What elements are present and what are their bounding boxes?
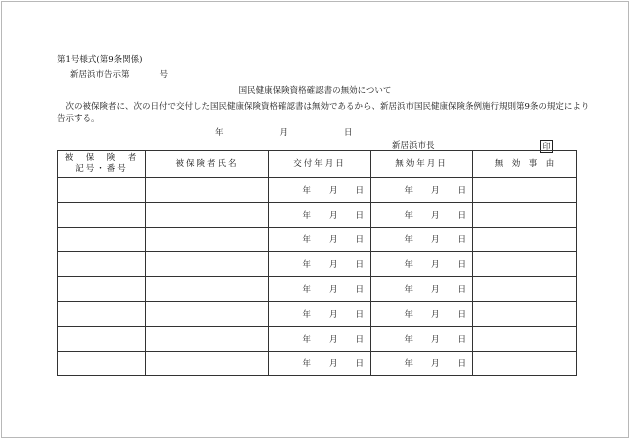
issue-date-month: 月 bbox=[328, 309, 338, 320]
issue-date-day: 日 bbox=[355, 359, 364, 370]
issue-date-day: 日 bbox=[355, 210, 364, 221]
issue-date-month: 月 bbox=[328, 235, 338, 246]
issue-date-year: 年 bbox=[302, 359, 311, 370]
header-issue-date: 交付年月日 bbox=[269, 151, 371, 178]
invalid-date-month: 月 bbox=[430, 359, 440, 370]
issue-date-month: 月 bbox=[328, 210, 338, 221]
issue-date-cell[interactable] bbox=[269, 202, 371, 227]
invalid-date-cell[interactable] bbox=[371, 326, 473, 351]
issue-date-day: 日 bbox=[355, 260, 364, 271]
table-row bbox=[58, 351, 577, 376]
issue-date-day: 日 bbox=[355, 285, 364, 296]
table-row bbox=[58, 252, 577, 277]
issue-date-year: 年 bbox=[302, 235, 311, 246]
issue-date-day: 日 bbox=[355, 235, 364, 246]
notice-suffix: 号 bbox=[159, 70, 169, 80]
insured-name-cell[interactable] bbox=[146, 351, 269, 376]
insured-number-cell[interactable] bbox=[58, 326, 146, 351]
invalid-date-month: 月 bbox=[430, 260, 440, 271]
notice-date-day: 日 bbox=[344, 128, 353, 138]
invalid-date-month: 月 bbox=[430, 285, 440, 296]
invalid-date-day: 日 bbox=[457, 285, 466, 296]
insured-number-cell[interactable] bbox=[58, 202, 146, 227]
notice-date-year: 年 bbox=[215, 128, 224, 138]
invalid-reason-cell[interactable] bbox=[473, 178, 577, 203]
invalid-reason-cell[interactable] bbox=[473, 301, 577, 326]
invalidation-table bbox=[57, 150, 577, 376]
insured-name-cell[interactable] bbox=[146, 178, 269, 203]
insured-number-cell[interactable] bbox=[58, 252, 146, 277]
invalid-date-month: 月 bbox=[430, 235, 440, 246]
invalid-date-cell[interactable] bbox=[371, 178, 473, 203]
invalid-date-year: 年 bbox=[404, 235, 413, 246]
issue-date-year: 年 bbox=[302, 309, 311, 320]
invalid-date-day: 日 bbox=[457, 260, 466, 271]
issue-date-day: 日 bbox=[355, 334, 364, 345]
invalid-date-cell[interactable] bbox=[371, 227, 473, 252]
invalid-date-cell[interactable] bbox=[371, 351, 473, 376]
issue-date-cell[interactable] bbox=[269, 301, 371, 326]
header-insured-number: 被 保 険 者 記号・番号 bbox=[58, 151, 146, 178]
invalid-date-cell[interactable] bbox=[371, 301, 473, 326]
header-invalid-date: 無効年月日 bbox=[371, 151, 473, 178]
notice-body: 次の被保険者に、次の日付で交付した国民健康保険資格確認書は無効であるから、新居浜市国民健康保険条例施行規則第9条の規定により告示する。 bbox=[57, 102, 590, 124]
invalid-date-day: 日 bbox=[457, 359, 466, 370]
invalid-reason-cell[interactable] bbox=[473, 326, 577, 351]
table-row bbox=[58, 277, 577, 302]
header-invalid-reason: 無 効 事 由 bbox=[473, 151, 577, 178]
notice-number-line bbox=[70, 70, 168, 81]
invalid-reason-cell[interactable] bbox=[473, 277, 577, 302]
table-row bbox=[58, 202, 577, 227]
issue-date-cell[interactable] bbox=[269, 326, 371, 351]
invalid-date-year: 年 bbox=[404, 185, 413, 196]
invalid-date-day: 日 bbox=[457, 235, 466, 246]
insured-name-cell[interactable] bbox=[146, 202, 269, 227]
table-row bbox=[58, 301, 577, 326]
table-header-row bbox=[58, 151, 577, 178]
insured-name-cell[interactable] bbox=[146, 227, 269, 252]
insured-number-cell[interactable] bbox=[58, 227, 146, 252]
seal-stamp: 印 bbox=[540, 140, 553, 153]
issue-date-cell[interactable] bbox=[269, 277, 371, 302]
issue-date-cell[interactable] bbox=[269, 227, 371, 252]
invalid-date-month: 月 bbox=[430, 210, 440, 221]
insured-name-cell[interactable] bbox=[146, 301, 269, 326]
table-row bbox=[58, 326, 577, 351]
invalid-date-day: 日 bbox=[457, 185, 466, 196]
invalid-date-year: 年 bbox=[404, 260, 413, 271]
issue-date-cell[interactable] bbox=[269, 351, 371, 376]
issue-date-month: 月 bbox=[328, 285, 338, 296]
invalid-date-year: 年 bbox=[404, 285, 413, 296]
invalid-date-year: 年 bbox=[404, 210, 413, 221]
issue-date-month: 月 bbox=[328, 260, 338, 271]
issue-date-year: 年 bbox=[302, 185, 311, 196]
insured-number-cell[interactable] bbox=[58, 351, 146, 376]
issue-date-year: 年 bbox=[302, 210, 311, 221]
issue-date-year: 年 bbox=[302, 260, 311, 271]
invalid-date-year: 年 bbox=[404, 309, 413, 320]
issue-date-cell[interactable] bbox=[269, 252, 371, 277]
invalid-date-cell[interactable] bbox=[371, 277, 473, 302]
invalid-date-cell[interactable] bbox=[371, 252, 473, 277]
issue-date-cell[interactable] bbox=[269, 178, 371, 203]
issue-date-month: 月 bbox=[328, 334, 338, 345]
invalid-reason-cell[interactable] bbox=[473, 252, 577, 277]
issue-date-month: 月 bbox=[328, 185, 338, 196]
insured-number-cell[interactable] bbox=[58, 178, 146, 203]
invalid-date-day: 日 bbox=[457, 334, 466, 345]
invalid-date-day: 日 bbox=[457, 309, 466, 320]
issue-date-month: 月 bbox=[328, 359, 338, 370]
notice-prefix: 新居浜市告示第 bbox=[70, 70, 130, 80]
insured-name-cell[interactable] bbox=[146, 277, 269, 302]
invalid-date-year: 年 bbox=[404, 359, 413, 370]
notice-title: 国民健康保険資格確認書の無効について bbox=[238, 86, 392, 96]
invalid-date-month: 月 bbox=[430, 309, 440, 320]
invalid-date-month: 月 bbox=[430, 185, 440, 196]
insured-number-cell[interactable] bbox=[58, 277, 146, 302]
invalid-date-month: 月 bbox=[430, 334, 440, 345]
insured-name-cell[interactable] bbox=[146, 326, 269, 351]
invalid-reason-cell[interactable] bbox=[473, 227, 577, 252]
issue-date-day: 日 bbox=[355, 309, 364, 320]
table-row bbox=[58, 178, 577, 203]
issue-date-year: 年 bbox=[302, 334, 311, 345]
header-insured-name: 被保険者氏名 bbox=[146, 151, 269, 178]
invalid-date-cell[interactable] bbox=[371, 202, 473, 227]
insured-number-cell[interactable] bbox=[58, 301, 146, 326]
invalid-date-year: 年 bbox=[404, 334, 413, 345]
form-label: 第1号様式(第9条関係) bbox=[57, 55, 143, 65]
signer-title: 新居浜市長 bbox=[392, 141, 435, 151]
invalid-reason-cell[interactable] bbox=[473, 202, 577, 227]
invalid-date-day: 日 bbox=[457, 210, 466, 221]
issue-date-day: 日 bbox=[355, 185, 364, 196]
insured-name-cell[interactable] bbox=[146, 252, 269, 277]
invalid-reason-cell[interactable] bbox=[473, 351, 577, 376]
notice-date-line bbox=[215, 128, 353, 139]
issue-date-year: 年 bbox=[302, 285, 311, 296]
table-row bbox=[58, 227, 577, 252]
notice-date-month: 月 bbox=[279, 128, 289, 138]
